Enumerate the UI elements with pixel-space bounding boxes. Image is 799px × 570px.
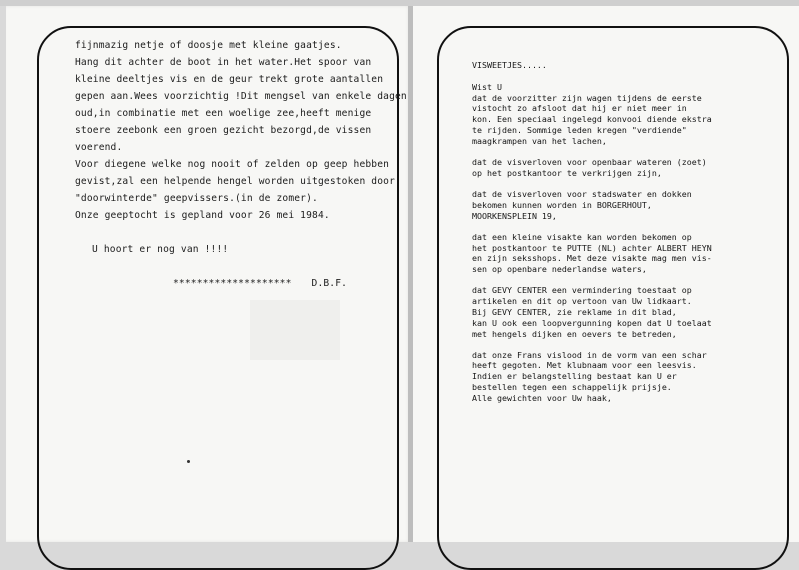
- text-line: bekomen kunnen worden in BORGERHOUT,: [472, 199, 652, 210]
- text-line: oud,in combinatie met een woelige zee,heeft menige: [75, 108, 372, 119]
- text-line: Voor diegene welke nog nooit of zelden op geep hebben: [75, 159, 390, 170]
- text-line: bestellen tegen een schappelijk prijsje.: [472, 382, 672, 393]
- text-line: dat de voorzitter zijn wagen tijdens de eerste: [472, 92, 702, 103]
- left-page-text: [75, 37, 407, 292]
- paragraph: [472, 157, 782, 179]
- text-line: dat GEVY CENTER een vermindering toestaat op: [472, 285, 692, 296]
- text-line: te rijden. Sommige leden kregen "verdiende": [472, 124, 687, 135]
- paragraph-list: [472, 82, 782, 404]
- text-line: "doorwinterde" geepvissers.(in de zomer).: [75, 193, 318, 204]
- paragraph: [472, 82, 782, 147]
- text-line: maagkrampen van het lachen,: [472, 135, 607, 146]
- text-line: voerend.: [75, 142, 123, 153]
- paragraph: [472, 232, 782, 275]
- text-line: heeft gegoten. Met klubnaam voor een leesvis.: [472, 360, 697, 371]
- speck-mark: [187, 460, 190, 463]
- text-line: Alle gewichten voor Uw haak,: [472, 392, 612, 403]
- text-line: gepen aan.Wees voorzichtig !Dit mengsel van enkele dagen: [75, 91, 407, 102]
- section-heading: VISWEETJES.....: [472, 60, 547, 70]
- right-page-text: [472, 60, 782, 404]
- signature: [75, 275, 390, 292]
- text-line: fijnmazig netje of doosje met kleine gaatjes.: [75, 40, 342, 51]
- text-line: op het postkantoor te verkrijgen zijn,: [472, 167, 662, 178]
- text-line: Onze geeptocht is gepland voor 26 mei 1984.: [75, 210, 330, 221]
- text-line: dat onze Frans vislood in de vorm van een schar: [472, 349, 707, 360]
- text-line: het postkantoor te PUTTE (NL) achter ALBERT HEYN: [472, 242, 712, 253]
- text-line: gevist,zal een helpende hengel worden uitgestoken door: [75, 176, 395, 187]
- signature-stars: ********************: [173, 278, 292, 289]
- paragraph: [472, 189, 782, 221]
- signature-initials: D.B.F.: [311, 278, 348, 289]
- closing-line: U hoort er nog van !!!!: [92, 244, 229, 255]
- text-line: Bij GEVY CENTER, zie reklame in dit blad,: [472, 306, 677, 317]
- text-line: artikelen en dit op vertoon van Uw lidkaart.: [472, 296, 692, 307]
- text-line: met hengels dijken en oevers te betreden,: [472, 328, 677, 339]
- text-line: MOORKENSPLEIN 19,: [472, 210, 557, 221]
- text-line: vistocht zo afsloot dat hij er niet meer in: [472, 103, 687, 114]
- text-line: Indien er belangstelling bestaat kan U er: [472, 371, 677, 382]
- text-line: kan U ook een loopvergunning kopen dat U toelaat: [472, 317, 712, 328]
- text-line: en zijn seksshops. Met deze visakte mag men vis-: [472, 253, 712, 264]
- text-line: dat de visverloven voor stadswater en dokken: [472, 188, 692, 199]
- text-line: dat een kleine visakte kan worden bekomen op: [472, 231, 692, 242]
- paragraph: [472, 350, 782, 404]
- text-line: Wist U: [472, 81, 502, 92]
- text-line: stoere zeebonk een groen gezicht bezorgd,de vissen: [75, 125, 372, 136]
- text-line: kon. Een speciaal ingelegd konvooi diende ekstra: [472, 114, 712, 125]
- text-line: kleine deeltjes vis en de geur trekt grote aantallen: [75, 74, 384, 85]
- text-line: Hang dit achter de boot in het water.Het spoor van: [75, 57, 372, 68]
- text-line: sen op openbare nederlandse waters,: [472, 264, 647, 275]
- paragraph: [472, 285, 782, 339]
- text-line: dat de visverloven voor openbaar wateren (zoet): [472, 156, 707, 167]
- page-gutter: [408, 6, 413, 542]
